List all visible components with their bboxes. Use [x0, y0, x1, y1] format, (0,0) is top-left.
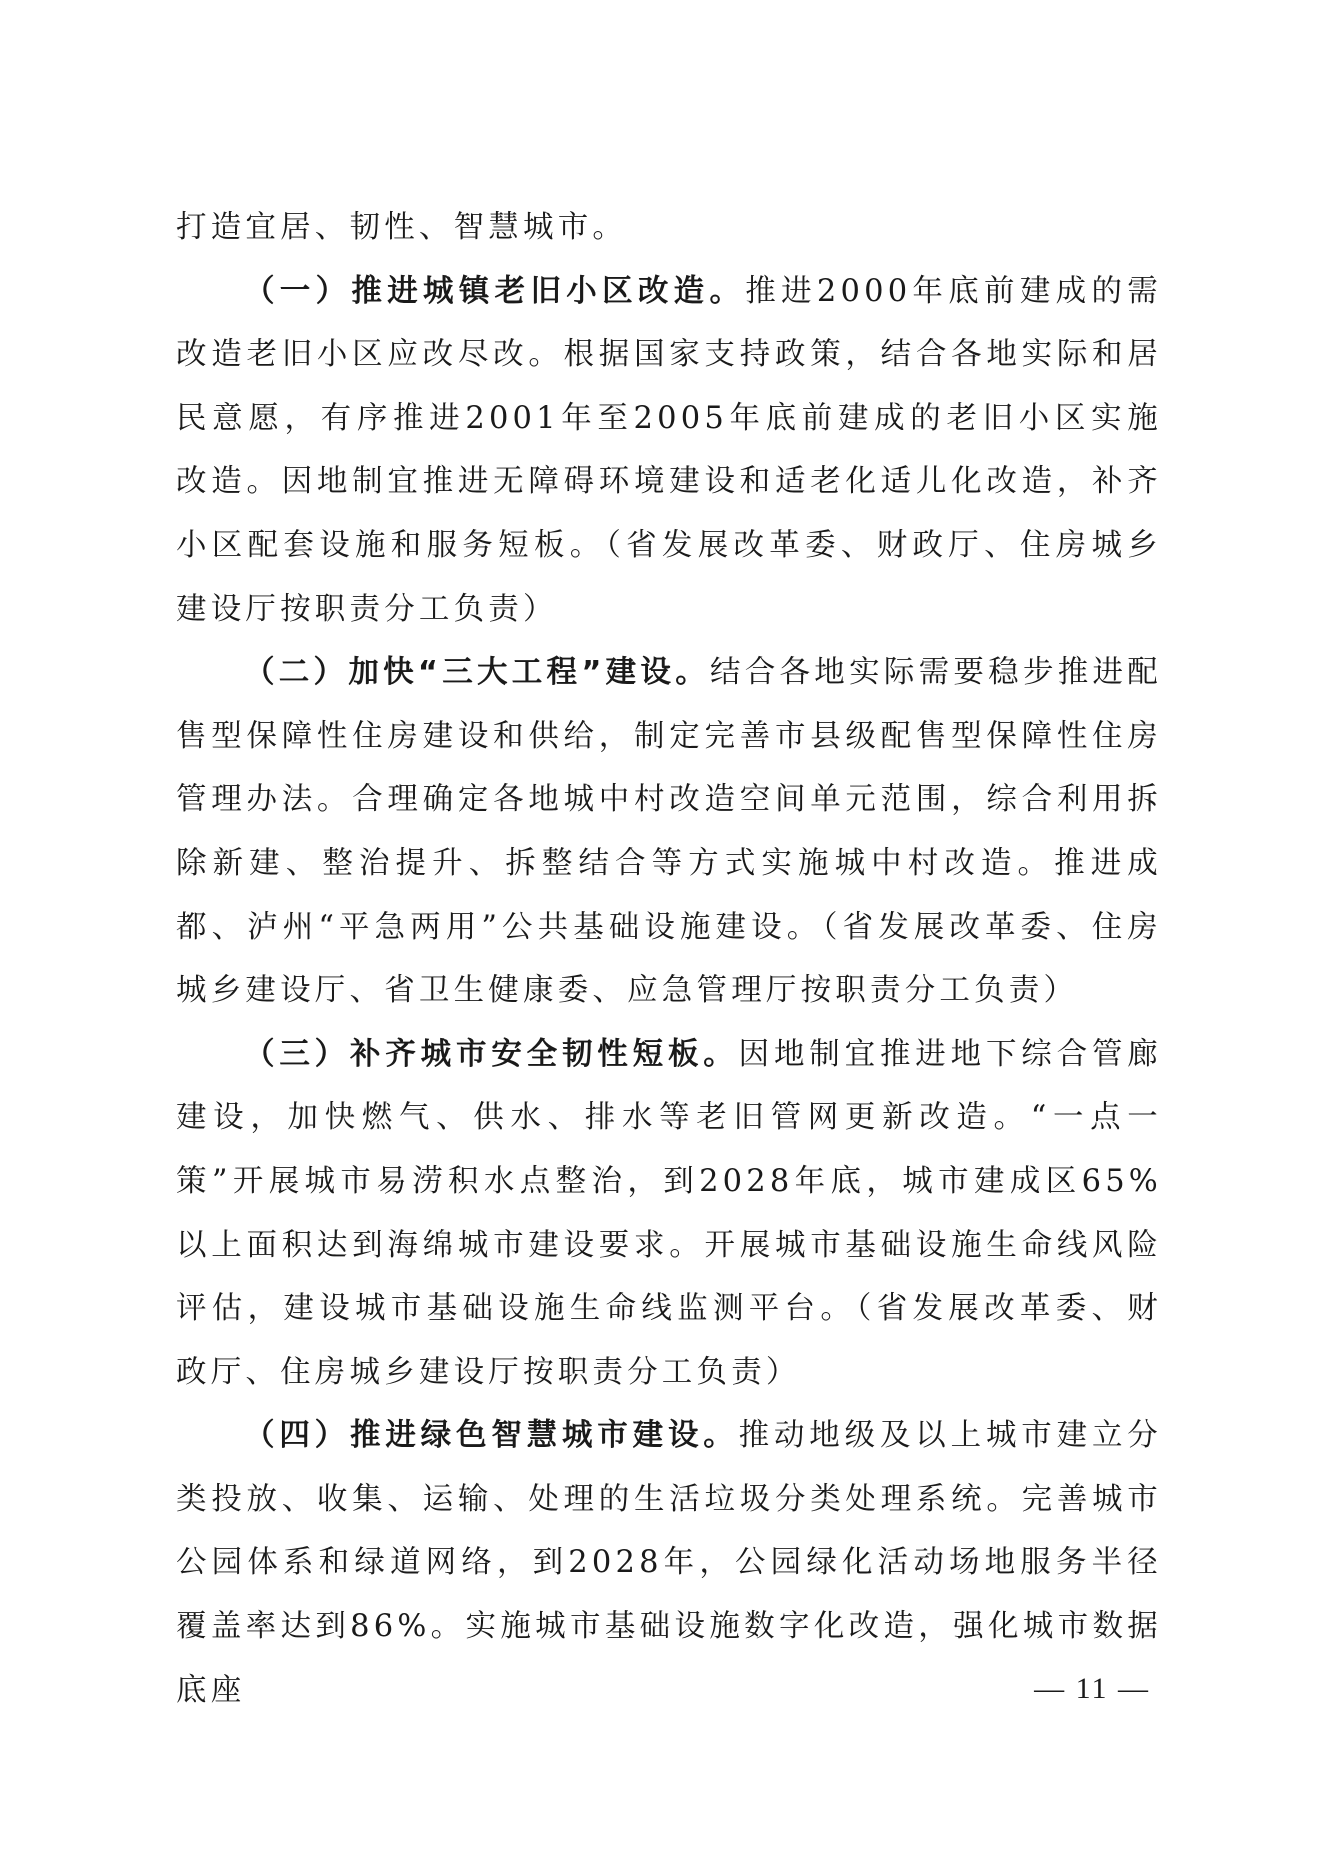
section-4-text: 推动地级及以上城市建立分类投放、收集、运输、处理的生活垃圾分类处理系统。完善城市公园体系和绿道网络，到2028年，公园绿化活动场地服务半径覆盖率达到86%。实施城市基础设施数字化改造，强化城市数据底座	[176, 1418, 1162, 1708]
section-2-text: 结合各地实际需要稳步推进配售型保障性住房建设和供给，制定完善市县级配售型保障性住房管理办法。合理确定各地城中村改造空间单元范围，综合利用拆除新建、整治提升、拆整结合等方式实施城中村改造。推进成都、泸州“平急两用”公共基础设施建设。（省发展改革委、住房城乡建设厅、省卫生健康委、应急管理厅按职责分工负责）	[176, 655, 1162, 1009]
document-body	[176, 196, 1162, 1722]
paragraph-text: 打造宜居、韧性、智慧城市。	[176, 210, 628, 245]
section-3-text: 因地制宜推进地下综合管廊建设，加快燃气、供水、排水等老旧管网更新改造。“一点一策”开展城市易涝积水点整治，到2028年底，城市建成区65%以上面积达到海绵城市建设要求。开展城市基础设施生命线风险评估，建设城市基础设施生命线监测平台。（省发展改革委、财政厅、住房城乡建设厅按职责分工负责）	[176, 1036, 1162, 1390]
section-1-text: 推进2000年底前建成的需改造老旧小区应改尽改。根据国家支持政策，结合各地实际和居民意愿，有序推进2001年至2005年底前建成的老旧小区实施改造。因地制宜推进无障碍环境建设和适老化适儿化改造，补齐小区配套设施和服务短板。（省发展改革委、财政厅、住房城乡建设厅按职责分工负责）	[176, 273, 1162, 627]
page-number: — 11 —	[1034, 1672, 1150, 1705]
section-4-heading: （四）推进绿色智慧城市建设。	[244, 1418, 739, 1454]
paragraph-intro-continuation	[176, 196, 1162, 260]
paragraph-section-2	[176, 641, 1162, 1023]
paragraph-section-3	[176, 1023, 1162, 1405]
section-1-heading: （一）推进城镇老旧小区改造。	[244, 273, 746, 309]
section-3-heading: （三）补齐城市安全韧性短板。	[244, 1036, 739, 1072]
paragraph-section-1	[176, 260, 1162, 642]
section-2-heading: （二）加快“三大工程”建设。	[244, 655, 710, 691]
